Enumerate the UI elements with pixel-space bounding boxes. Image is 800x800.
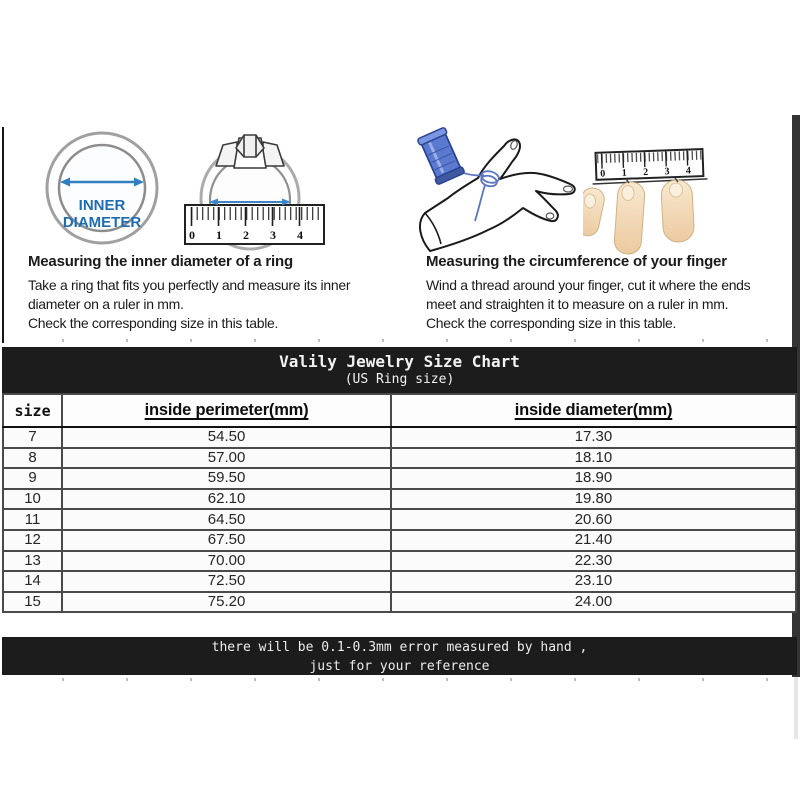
perimeter-cell: 54.50 <box>62 427 391 448</box>
hand-thread-illustration <box>398 118 606 258</box>
instruction-line: Check the corresponding size in this table. <box>426 315 677 331</box>
size-cell: 12 <box>3 530 62 551</box>
right-border-tail <box>794 677 798 739</box>
dashed-separator-bottom <box>0 678 800 681</box>
instruction-line: diameter on a ruler in mm. <box>28 296 184 312</box>
chart-subtitle: (US Ring size) <box>344 372 455 387</box>
size-cell: 7 <box>3 427 62 448</box>
perimeter-cell: 57.00 <box>62 448 391 469</box>
diameter-cell: 22.30 <box>391 551 796 572</box>
ruler-number: 0 <box>189 228 195 242</box>
ring-on-ruler-illustration <box>178 122 328 257</box>
table-row <box>3 489 796 510</box>
table-row <box>3 509 796 530</box>
ruler-number: 1 <box>621 167 627 179</box>
perimeter-cell: 59.50 <box>62 468 391 489</box>
footer-note-line: there will be 0.1-0.3mm error measured by hand , <box>211 640 588 655</box>
size-chart-block <box>2 347 797 613</box>
ruler-number: 1 <box>216 228 222 242</box>
instruction-line: meet and straighten it to measure on a ruler in mm. <box>426 296 729 312</box>
diameter-cell: 18.90 <box>391 468 796 489</box>
chart-footer-note <box>2 637 797 675</box>
ruler-icon <box>185 205 324 244</box>
size-cell: 10 <box>3 489 62 510</box>
diameter-label: DIAMETER <box>62 214 142 231</box>
ruler-number: 0 <box>600 168 606 180</box>
ruler-number: 2 <box>243 228 249 242</box>
col-header-perimeter: inside perimeter(mm) <box>62 394 391 427</box>
table-row <box>3 427 796 448</box>
ruler-number: 4 <box>297 228 303 242</box>
instruction-inner-diameter <box>28 253 420 333</box>
chart-title-banner <box>2 347 797 393</box>
perimeter-cell: 64.50 <box>62 509 391 530</box>
col-header-size: size <box>3 394 62 427</box>
chart-title: Valily Jewelry Size Chart <box>279 352 520 371</box>
instruction-circumference <box>426 253 800 333</box>
diameter-cell: 17.30 <box>391 427 796 448</box>
gem-setting-icon <box>216 135 284 168</box>
table-row <box>3 468 796 489</box>
ruler-number: 2 <box>642 167 649 179</box>
inner-label: INNER <box>78 197 126 214</box>
ruler-number: 3 <box>664 166 670 178</box>
table-row <box>3 448 796 469</box>
diameter-cell: 18.10 <box>391 448 796 469</box>
ruler-number: 4 <box>685 165 692 177</box>
size-cell: 13 <box>3 551 62 572</box>
size-cell: 11 <box>3 509 62 530</box>
ring-size-table <box>2 393 797 613</box>
table-header-row <box>3 394 796 427</box>
instruction-heading: Measuring the circumference of your finger <box>426 253 727 270</box>
finger-icon <box>583 179 695 255</box>
size-cell: 8 <box>3 448 62 469</box>
perimeter-cell: 75.20 <box>62 592 391 613</box>
table-row <box>3 592 796 613</box>
ruler-number: 3 <box>270 228 276 242</box>
diameter-cell: 24.00 <box>391 592 796 613</box>
finger-ruler-illustration <box>583 138 798 256</box>
diameter-cell: 23.10 <box>391 571 796 592</box>
footer-note-line: just for your reference <box>309 659 490 674</box>
perimeter-cell: 70.00 <box>62 551 391 572</box>
instruction-line: Wind a thread around your finger, cut it where the ends <box>426 277 751 293</box>
diameter-cell: 21.40 <box>391 530 796 551</box>
diameter-cell: 20.60 <box>391 509 796 530</box>
perimeter-cell: 62.10 <box>62 489 391 510</box>
table-row <box>3 571 796 592</box>
dashed-separator-top <box>0 339 800 342</box>
perimeter-cell: 72.50 <box>62 571 391 592</box>
ring-inner-diameter-illustration <box>24 120 184 255</box>
perimeter-cell: 67.50 <box>62 530 391 551</box>
diameter-cell: 19.80 <box>391 489 796 510</box>
size-cell: 15 <box>3 592 62 613</box>
col-header-diameter: inside diameter(mm) <box>391 394 796 427</box>
ruler-mm-ticks <box>187 207 322 220</box>
instruction-heading: Measuring the inner diameter of a ring <box>28 253 293 270</box>
table-row <box>3 551 796 572</box>
thread-spool-icon <box>417 127 465 185</box>
instruction-line: Take a ring that fits you perfectly and measure its inner <box>28 277 351 293</box>
size-cell: 14 <box>3 571 62 592</box>
table-row <box>3 530 796 551</box>
size-cell: 9 <box>3 468 62 489</box>
ruler-icon <box>592 149 708 184</box>
instruction-line: Check the corresponding size in this table. <box>28 315 279 331</box>
left-border-line <box>2 127 4 343</box>
